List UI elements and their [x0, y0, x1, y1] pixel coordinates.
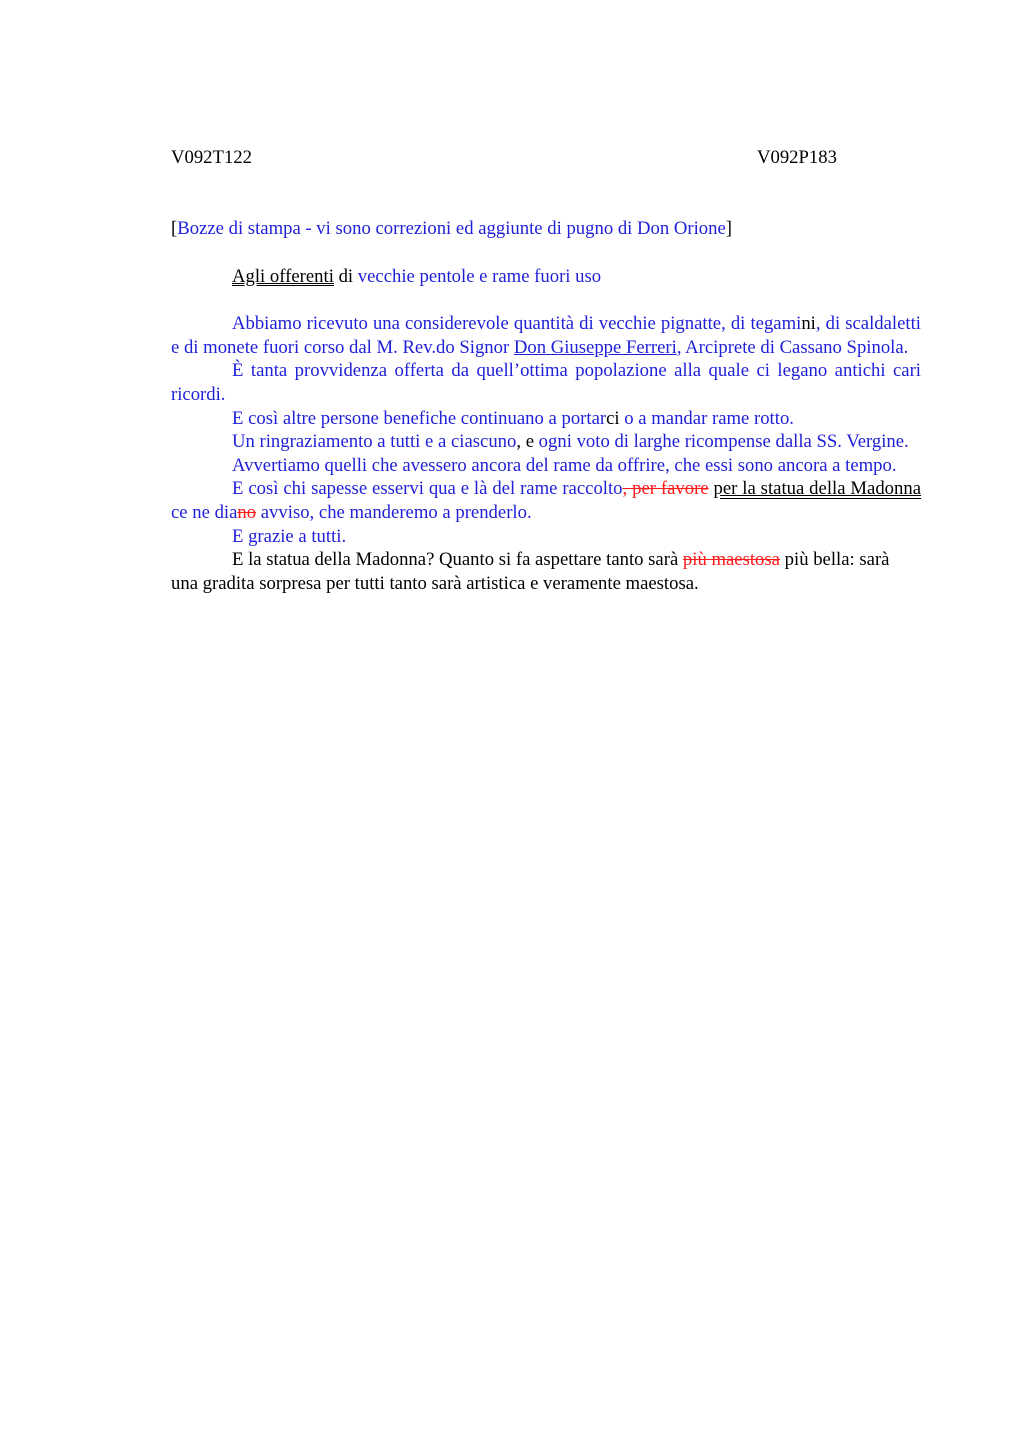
- p8-part2: più bella: sarà una gradita sorpresa per tutti tanto sarà artistica e veramente maestosa.: [171, 549, 890, 594]
- p6-part3: avviso, che manderemo a prenderlo.: [256, 501, 532, 523]
- note-text: Bozze di stampa - vi sono correzioni ed aggiunte di pugno di Don Orione: [177, 218, 726, 239]
- p8-deletion: più maestosa: [682, 549, 780, 571]
- p1-part1: Abbiamo ricevuto una considerevole quantità di vecchie pignatte, di tegami: [232, 313, 802, 335]
- paragraph-4: [171, 430, 921, 454]
- p1-underlined-name: Don Giuseppe Ferreri: [513, 336, 677, 358]
- title-rest: vecchie pentole e rame fuori uso: [357, 265, 602, 287]
- p1-part3: , di scaldaletti e di monete fuori corso dal M. Rev.do Signor: [171, 313, 921, 358]
- p4-part2: , e: [516, 431, 534, 453]
- document-page: [171, 146, 921, 595]
- note-close-bracket: ]: [725, 218, 733, 239]
- text-id: V092T122: [171, 147, 252, 168]
- p8-part1: E la statua della Madonna? Quanto si fa aspettare tanto sarà: [232, 549, 683, 571]
- p3-part2: ci: [606, 407, 620, 429]
- p3-part1: E così altre persone benefiche continuano a portar: [232, 407, 607, 429]
- p6-deletion: , per favore: [622, 478, 709, 500]
- paragraph-5: Avvertiamo quelli che avessero ancora del rame da offrire, che essi sono ancora a tempo.: [232, 454, 897, 476]
- editorial-note: [171, 217, 921, 241]
- paragraph-3: [171, 407, 921, 431]
- p4-part1: Un ringraziamento a tutti e a ciascuno: [232, 431, 517, 453]
- p1-part4: , Arciprete di Cassano Spinola.: [676, 336, 909, 358]
- document-ids: [171, 146, 921, 170]
- p6-part1: E così chi sapesse esservi qua e là del rame raccolto: [232, 478, 623, 500]
- paragraph-1: [171, 312, 921, 359]
- title-connector: di: [333, 265, 358, 287]
- paragraph-6: [171, 477, 921, 524]
- p3-part3: o a mandar rame rotto.: [619, 407, 794, 429]
- p1-part2: ni: [801, 313, 816, 335]
- note-open-bracket: [: [171, 218, 178, 239]
- title-underlined: Agli offerenti: [232, 265, 334, 287]
- p4-part3: ogni voto di larghe ricompense dalla SS. Vergine.: [534, 431, 909, 453]
- p6-part2: ce ne dia: [171, 501, 238, 523]
- article-title: [171, 265, 921, 289]
- paragraph-2: È tanta provvidenza offerta da quell’ottima popolazione alla quale ci legano antichi cari ricordi.: [171, 360, 921, 405]
- paragraph-7: E grazie a tutti.: [232, 525, 347, 547]
- p6-deletion-2: no: [237, 501, 257, 523]
- paragraph-8: [171, 548, 921, 595]
- page-id: V092P183: [757, 147, 837, 168]
- article-body: [171, 312, 921, 595]
- p6-handwritten-addition: per la statua della Madonna: [713, 478, 921, 500]
